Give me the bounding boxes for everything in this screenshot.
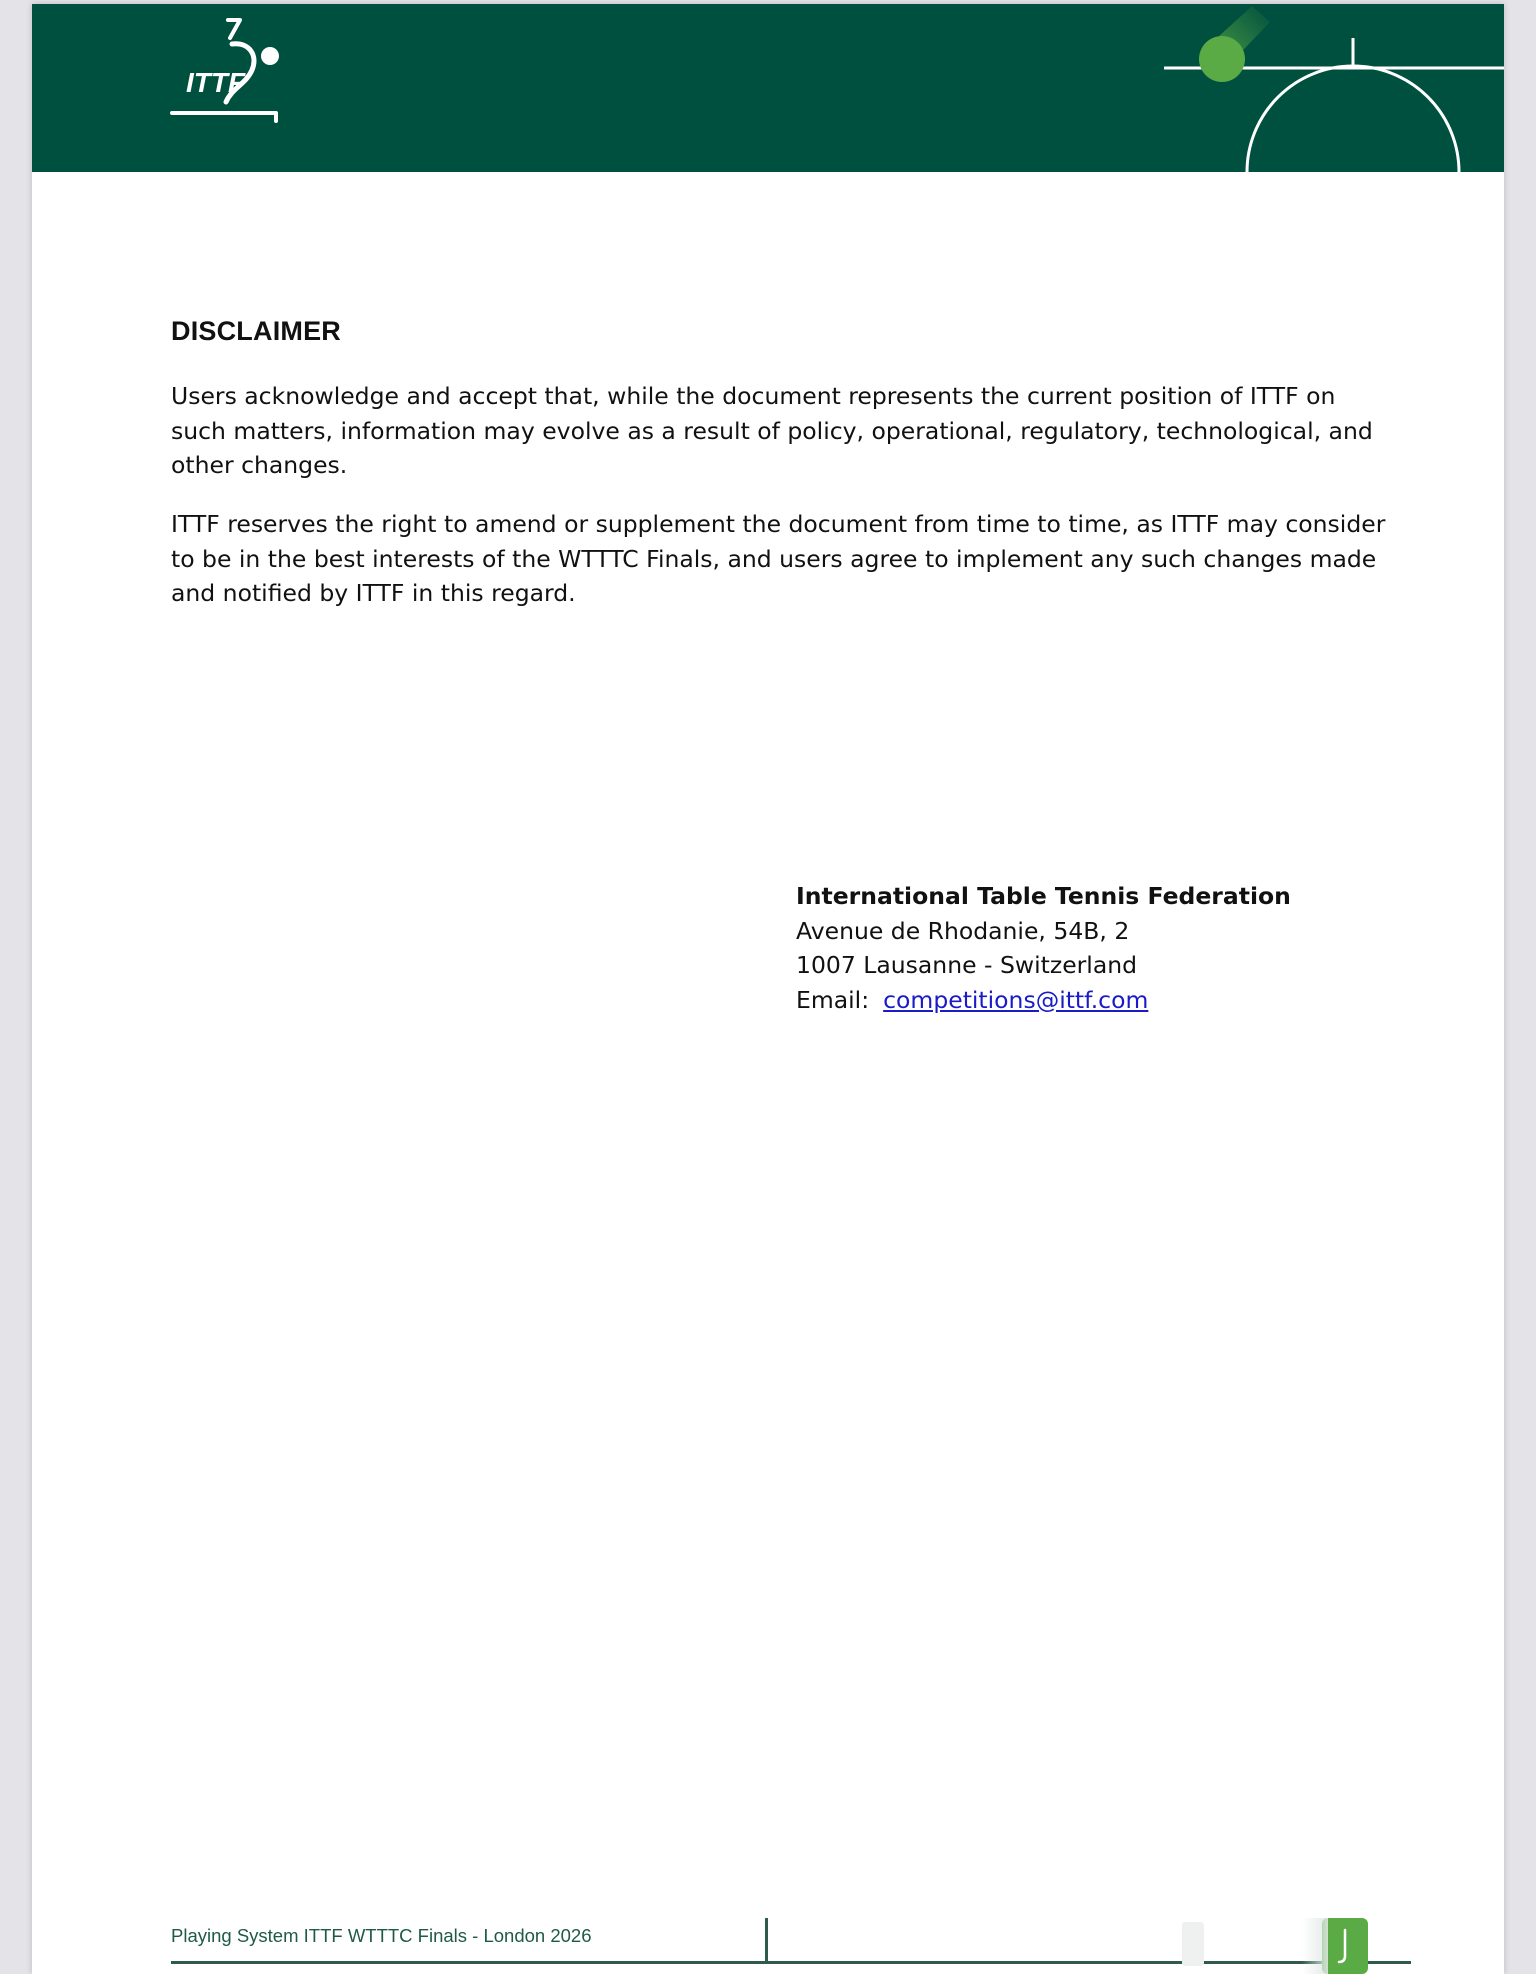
- email-link[interactable]: competitions@ittf.com: [883, 985, 1149, 1014]
- organization-name: International Table Tennis Federation: [796, 882, 1291, 910]
- table-tennis-graphic: [1122, 4, 1504, 172]
- footer-graphic: [1122, 1904, 1504, 1974]
- document-page: [32, 4, 1504, 1974]
- svg-text:ITTF: ITTF: [186, 67, 246, 98]
- ball-icon: [1199, 36, 1245, 82]
- disclaimer-paragraph-2: ITTF reserves the right to amend or supplement the document from time to time, as ITTF may consider to be in the best interests of the WTTTC Finals, and users agree to implement any such changes made and notified by ITTF in this regard.: [171, 510, 1386, 607]
- email-row: [796, 983, 1291, 1018]
- ittf-logo: [166, 14, 286, 129]
- footer-title: Playing System ITTF WTTTC Finals - London 2026: [171, 1925, 592, 1946]
- address-line-2: 1007 Lausanne - Switzerland: [796, 951, 1138, 979]
- contact-block: [796, 879, 1291, 1017]
- disclaimer-paragraph-1: Users acknowledge and accept that, while the document represents the current position of ITTF on such matters, information may evolve as a result of policy, operational, regulatory, technological, and other changes.: [171, 382, 1373, 479]
- footer-divider: [765, 1918, 768, 1962]
- email-label: Email:: [796, 985, 870, 1014]
- header-band: [32, 4, 1504, 172]
- address-line-1: Avenue de Rhodanie, 54B, 2: [796, 916, 1130, 945]
- disclaimer-heading: DISCLAIMER: [171, 316, 341, 346]
